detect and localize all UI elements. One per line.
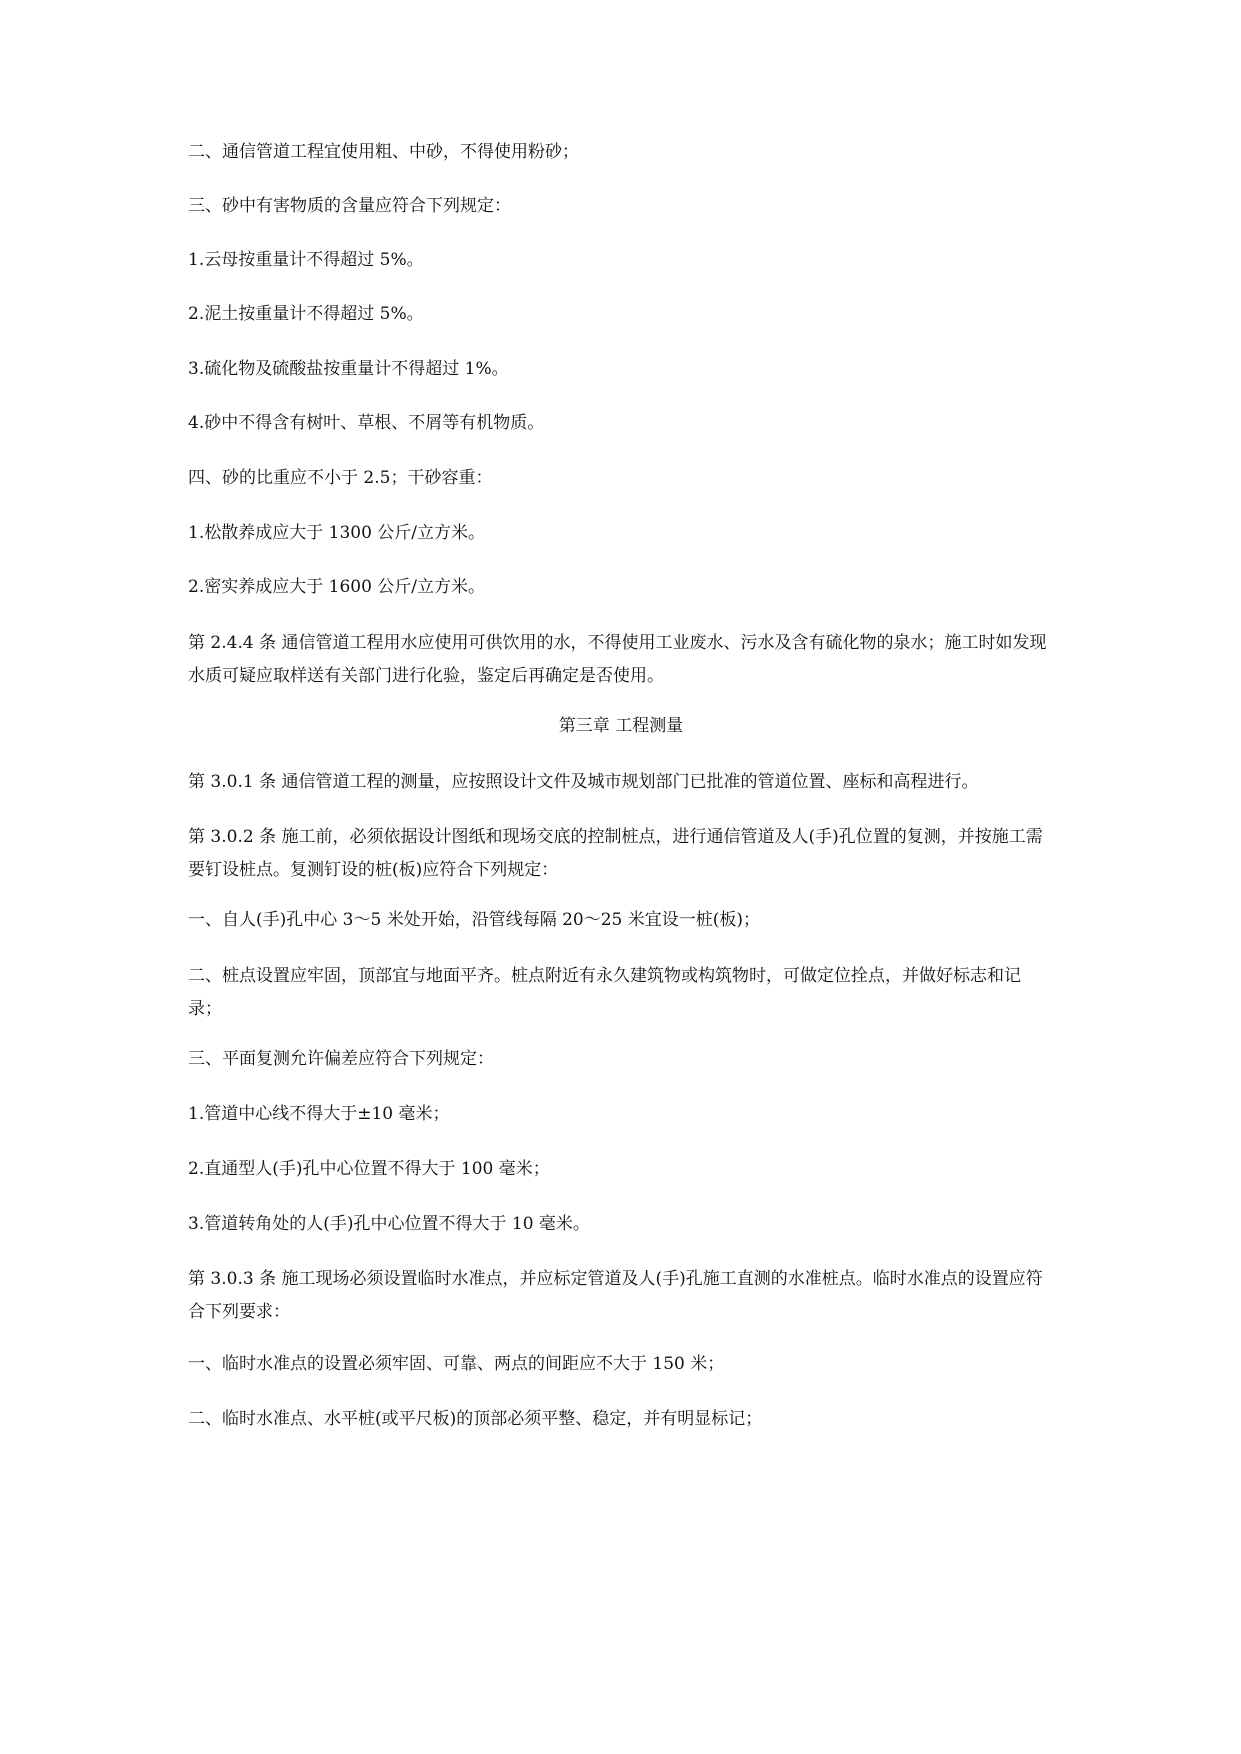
clause-3-0-1: 第 3.0.1 条 通信管道工程的测量，应按照设计文件及城市规划部门已批准的管道位置、座标和高程进行。 (188, 772, 979, 792)
list-item-corner-manhole: 3.管道转角处的人(手)孔中心位置不得大于 10 毫米。 (188, 1214, 590, 1234)
list-item-clay: 2.泥土按重量计不得超过 5%。 (188, 304, 424, 324)
paragraph-plane-deviation: 三、平面复测允许偏差应符合下列规定： (188, 1049, 494, 1069)
paragraph-stake-interval: 一、自人(手)孔中心 3～5 米处开始，沿管线每隔 20～25 米宜设一桩(板)； (188, 910, 761, 930)
list-item-straight-manhole: 2.直通型人(手)孔中心位置不得大于 100 毫米； (188, 1159, 550, 1179)
paragraph-harmful-substances: 三、砂中有害物质的含量应符合下列规定： (188, 196, 511, 216)
paragraph-stake-setting: 二、桩点设置应牢固，顶部宜与地面平齐。桩点附近有永久建筑物或构筑物时，可做定位拴点，并做好标志和记录； (188, 966, 1021, 1019)
clause-3-0-3: 第 3.0.3 条 施工现场必须设置临时水准点，并应标定管道及人(手)孔施工直测的水准桩点。临时水准点的设置应符合下列要求： (188, 1269, 1043, 1322)
clause-3-0-2: 第 3.0.2 条 施工前，必须依据设计图纸和现场交底的控制桩点，进行通信管道及人(手)孔位置的复测，并按施工需要钉设桩点。复测钉设的桩(板)应符合下列规定： (188, 827, 1043, 880)
list-item-mica: 1.云母按重量计不得超过 5%。 (188, 250, 424, 270)
list-item-loose: 1.松散养成应大于 1300 公斤/立方米。 (188, 523, 486, 543)
list-item-sulfide: 3.硫化物及硫酸盐按重量计不得超过 1%。 (188, 359, 509, 379)
list-item-centerline: 1.管道中心线不得大于±10 毫米； (188, 1104, 450, 1124)
chapter-title: 第三章 工程测量 (558, 716, 684, 736)
paragraph-sand-type: 二、通信管道工程宜使用粗、中砂，不得使用粉砂； (188, 142, 579, 162)
list-item-organic: 4.砂中不得含有树叶、草根、不屑等有机物质。 (188, 413, 545, 433)
paragraph-benchmark-spacing: 一、临时水准点的设置必须牢固、可靠、两点的间距应不大于 150 米； (188, 1354, 725, 1374)
paragraph-benchmark-top: 二、临时水准点、水平桩(或平尺板)的顶部必须平整、稳定，并有明显标记； (188, 1409, 763, 1429)
clause-2-4-4: 第 2.4.4 条 通信管道工程用水应使用可供饮用的水，不得使用工业废水、污水及含有硫化物的泉水；施工时如发现水质可疑应取样送有关部门进行化验，鉴定后再确定是否使用。 (188, 633, 1047, 686)
list-item-dense: 2.密实养成应大于 1600 公斤/立方米。 (188, 577, 486, 597)
paragraph-specific-gravity: 四、砂的比重应不小于 2.5；干砂容重： (188, 468, 493, 488)
